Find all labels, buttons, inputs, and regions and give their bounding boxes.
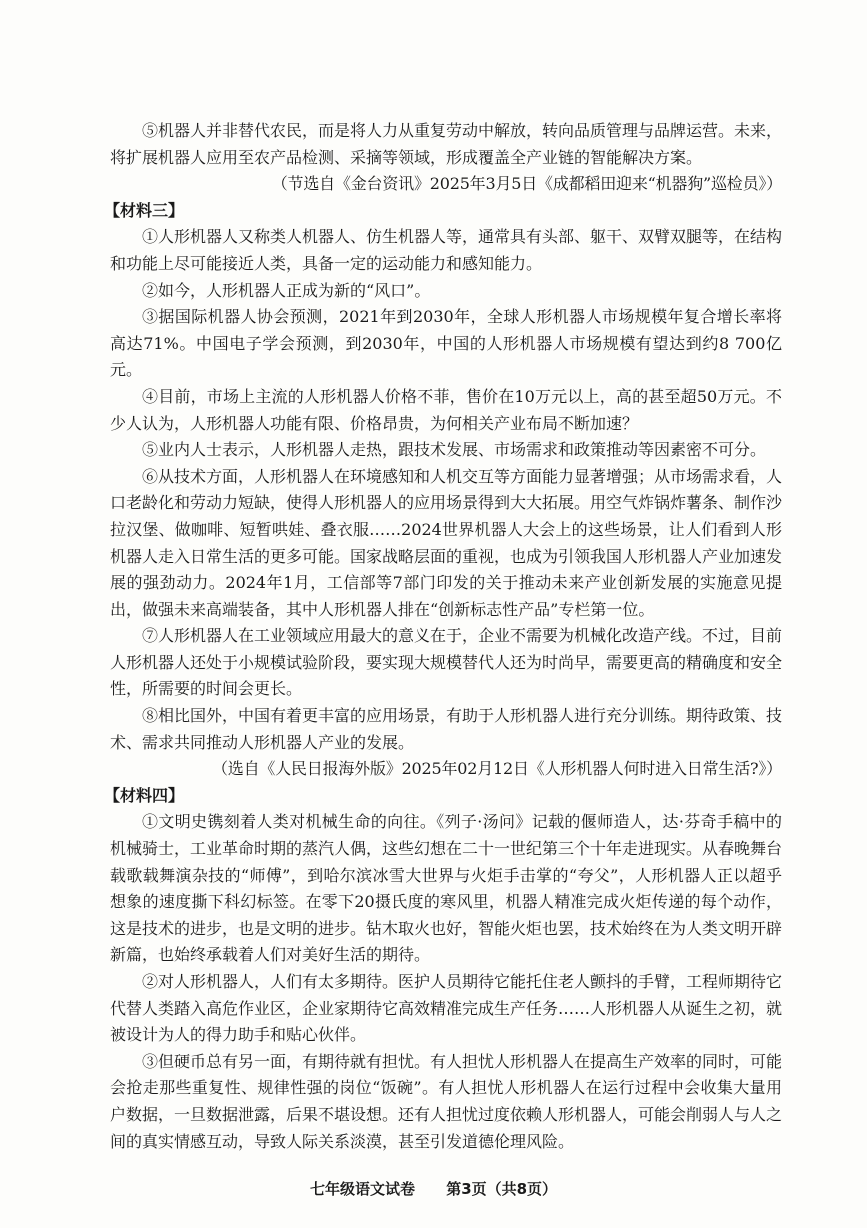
paragraph: ①文明史镌刻着人类对机械生命的向往。《列子·汤问》记载的偃师造人，达·芬奇手稿中的机械骑士，工业革命时期的蒸汽人偶，这些幻想在二十一世纪第三个十年走进现实。从春晚舞台载歌载舞演杂技的“师傅”，到哈尔滨冰雪大世界与火炬手击掌的“夸父”，人形机器人正以超乎想象的速度撕下科幻标签。在零下20摄氏度的寒风里，机器人精准完成火炬传递的每个动作，这是技术的进步，也是文明的进步。钻木取火也好，智能火炬也罢，技术始终在为人类文明开辟新篇，也始终承载着人们对美好生活的期待。 — [110, 812, 783, 965]
paragraph: ⑤业内人士表示，人形机器人走热，跟技术发展、市场需求和政策推动等因素密不可分。 — [142, 440, 767, 460]
paragraph: ③但硬币总有另一面，有期待就有担忧。有人担忧人形机器人在提高生产效率的同时，可能会抢走那些重复性、规律性强的岗位“饭碗”。有人担忧人形机器人在运行过程中会收集大量用户数据，一旦数据泄露，后果不堪设想。还有人担忧过度依赖人形机器人，可能会削弱人与人之间的真实情感互动，导致人际关系淡漠，甚至引发道德伦理风险。 — [110, 1051, 783, 1151]
exam-title: 七年级语文试卷 — [309, 1180, 415, 1198]
paragraph: ③据国际机器人协会预测，2021年到2030年，全球人形机器人市场规模年复合增长率将高达71%。中国电子学会预测，到2030年，中国的人形机器人市场规模有望达到约8 700亿元。 — [110, 307, 782, 380]
material-heading: 【材料三】 — [104, 200, 185, 220]
paragraph: ⑧相比国外，中国有着更丰富的应用场景，有助于人形机器人进行充分训练。期待政策、技术、需求共同推动人形机器人产业的发展。 — [110, 706, 783, 752]
page-number: 第3页（共8页） — [446, 1180, 558, 1198]
paragraph: ⑤机器人并非替代农民，而是将人力从重复劳动中解放，转向品质管理与品牌运营。未来，将扩展机器人应用至农产品检测、采摘等领域，形成覆盖全产业链的智能解决方案。 — [110, 121, 783, 167]
material-heading: 【材料四】 — [104, 785, 185, 805]
article-body — [104, 118, 783, 1155]
paragraph: ①人形机器人又称类人机器人、仿生机器人等，通常具有头部、躯干、双臂双腿等，在结构和功能上尽可能接近人类，具备一定的运动能力和感知能力。 — [110, 227, 783, 273]
source-citation: （选自《人民日报海外版》2025年02月12日《人形机器人何时进入日常生活?》） — [211, 759, 782, 779]
page-footer — [0, 1178, 867, 1199]
paragraph: ⑥从技术方面，人形机器人在环境感知和人机交互等方面能力显著增强；从市场需求看，人口老龄化和劳动力短缺，使得人形机器人的应用场景得到大大拓展。用空气炸锅炸薯条、制作沙拉汉堡、做咖啡、短暂哄娃、叠衣服……2024世界机器人大会上的这些场景，让人们看到人形机器人走入日常生活的更多可能。国家战略层面的重视，也成为引领我国人形机器人产业加速发展的强劲动力。2024年1月，工信部等7部门印发的关于推动未来产业创新发展的实施意见提出，做强未来高端装备，其中人形机器人排在“创新标志性产品”专栏第一位。 — [110, 466, 783, 619]
paragraph: ②如今，人形机器人正成为新的“风口”。 — [142, 280, 431, 300]
paragraph: ②对人形机器人，人们有太多期待。医护人员期待它能托住老人颤抖的手臂，工程师期待它代替人类踏入高危作业区，企业家期待它高效精准完成生产任务……人形机器人从诞生之初，就被设计为人的得力助手和贴心伙伴。 — [110, 972, 783, 1045]
paragraph: ⑦人形机器人在工业领域应用最大的意义在于，企业不需要为机械化改造产线。不过，目前人形机器人还处于小规模试验阶段，要实现大规模替代人还为时尚早，需要更高的精确度和安全性，所需要的时间会更长。 — [110, 626, 783, 699]
paragraph: ④目前，市场上主流的人形机器人价格不菲，售价在10万元以上，高的甚至超50万元。不少人认为，人形机器人功能有限、价格昂贵，为何相关产业布局不断加速？ — [110, 386, 782, 433]
source-citation: （节选自《金台资讯》2025年3月5日《成都稻田迎来“机器狗”巡检员》） — [271, 174, 782, 194]
